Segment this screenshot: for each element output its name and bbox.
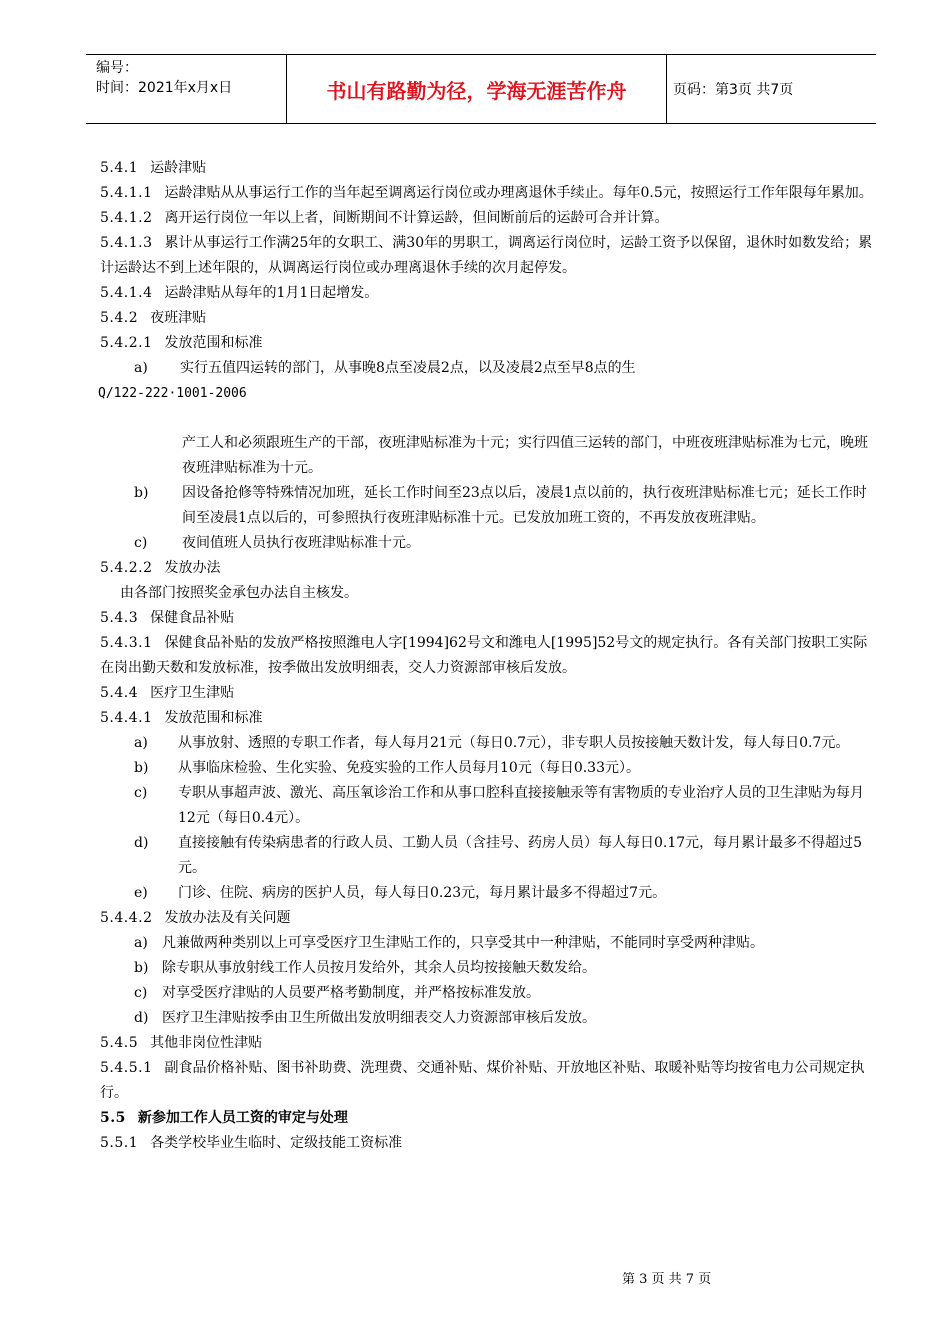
section-5-4-3-1: 5.4.3.1 保健食品补贴的发放严格按照潍电人字[1994]62号文和潍电人[1995]52号文的规定执行。各有关部门按职工实际在岗出勤天数和发放标准，按季做出发放明细表，交人力资源部审核后发放。 (100, 635, 868, 676)
list-item-5-4-2-1-a-cont: 产工人和必须跟班生产的干部，夜班津贴标准为十元；实行四值三运转的部门，中班夜班津贴标准为七元，晚班夜班津贴标准为十元。 (182, 435, 868, 476)
list-item-5-4-2-1-b: b) 因设备抢修等特殊情况加班，延长工作时间至23点以后，凌晨1点以前的，执行夜班津贴标准七元；延长工作时间至凌晨1点以后的，可参照执行夜班津贴标准十元。已发放加班工资的，不再发放夜班津贴。 (134, 485, 867, 526)
section-5-4-4-1: 5.4.4.1 发放范围和标准 (100, 710, 263, 726)
list-item: a) 从事放射、透照的专职工作者，每人每月21元（每日0.7元），非专职人员按接触天数计发，每人每日0.7元。 (134, 735, 850, 751)
page-footer: 第 3 页 共 7 页 (622, 1272, 712, 1287)
section-5-4-1: 5.4.1 运龄津贴 (100, 160, 207, 176)
section-5-4-5: 5.4.5 其他非岗位性津贴 (100, 1035, 263, 1051)
section-5-5: 5.5 新参加工作人员工资的审定与处理 (100, 1110, 348, 1126)
section-5-4-1-4: 5.4.1.4 运龄津贴从每年的1月1日起增发。 (100, 285, 379, 301)
time-label: 时间：2021年x月x日 (96, 80, 233, 96)
list-5-4-4-1 (100, 731, 880, 906)
section-5-4-2-2: 5.4.2.2 发放办法 (100, 560, 221, 576)
list-5-4-4-2 (100, 931, 880, 1031)
document-body (100, 156, 880, 1156)
list-item: d) 直接接触有传染病患者的行政人员、工勤人员（含挂号、药房人员）每人每日0.17元，每月累计最多不得超过5元。 (134, 835, 863, 876)
section-5-4-4: 5.4.4 医疗卫生津贴 (100, 685, 235, 701)
section-5-4-5-1: 5.4.5.1 副食品价格补贴、图书补助费、洗理费、交通补贴、煤价补贴、开放地区补贴、取暖补贴等均按省电力公司规定执行。 (100, 1060, 865, 1101)
header-meta (86, 55, 287, 123)
section-5-4-4-2: 5.4.4.2 发放办法及有关问题 (100, 910, 291, 926)
section-5-4-2: 5.4.2 夜班津贴 (100, 310, 207, 326)
section-5-5-1: 5.5.1 各类学校毕业生临时、定级技能工资标准 (100, 1135, 403, 1151)
list-item: b) 从事临床检验、生化实验、免疫实验的工作人员每月10元（每日0.33元）。 (134, 760, 640, 776)
document-code: Q/122-222·1001-2006 (98, 386, 247, 401)
section-5-4-1-2: 5.4.1.2 离开运行岗位一年以上者，间断期间不计算运龄，但间断前后的运龄可合并计算。 (100, 210, 669, 226)
header-page-info: 页码：第3页 共7页 (673, 82, 794, 98)
list-item: b) 除专职从事放射线工作人员按月发给外，其余人员均按接触天数发给。 (134, 960, 596, 976)
serial-label: 编号： (96, 60, 138, 76)
section-5-4-1-1: 5.4.1.1 运龄津贴从从事运行工作的当年起至调离运行岗位或办理离退休手续止。每年0.5元，按照运行工作年限每年累加。 (100, 185, 873, 201)
section-5-4-1-3: 5.4.1.3 累计从事运行工作满25年的女职工、满30年的男职工，调离运行岗位时，运龄工资予以保留，退休时如数发给；累计运龄达不到上述年限的，从调离运行岗位或办理离退休手续的次月起停发。 (100, 235, 873, 276)
header-motto: 书山有路勤为径，学海无涯苦作舟 (287, 55, 667, 123)
list-item: c) 专职从事超声波、激光、高压氧诊治工作和从事口腔科直接接触汞等有害物质的专业治疗人员的卫生津贴为每月12元（每日0.4元）。 (134, 785, 864, 826)
list-item: c) 对享受医疗津贴的人员要严格考勤制度，并严格按标准发放。 (134, 985, 540, 1001)
header-table (86, 54, 876, 124)
list-item: d) 医疗卫生津贴按季由卫生所做出发放明细表交人力资源部审核后发放。 (134, 1010, 596, 1026)
section-5-4-2-1: 5.4.2.1 发放范围和标准 (100, 335, 263, 351)
list-item: e) 门诊、住院、病房的医护人员，每人每日0.23元，每月累计最多不得超过7元。 (134, 885, 667, 901)
section-5-4-3: 5.4.3 保健食品补贴 (100, 610, 235, 626)
list-item-5-4-2-1-a: a) 实行五值四运转的部门，从事晚8点至凌晨2点，以及凌晨2点至早8点的生 (134, 360, 636, 376)
section-5-4-2-2-text: 由各部门按照奖金承包办法自主核发。 (120, 585, 358, 601)
list-item-5-4-2-1-c: c) 夜间值班人员执行夜班津贴标准十元。 (134, 535, 420, 551)
list-item: a) 凡兼做两种类别以上可享受医疗卫生津贴工作的，只享受其中一种津贴，不能同时享受两种津贴。 (134, 935, 764, 951)
